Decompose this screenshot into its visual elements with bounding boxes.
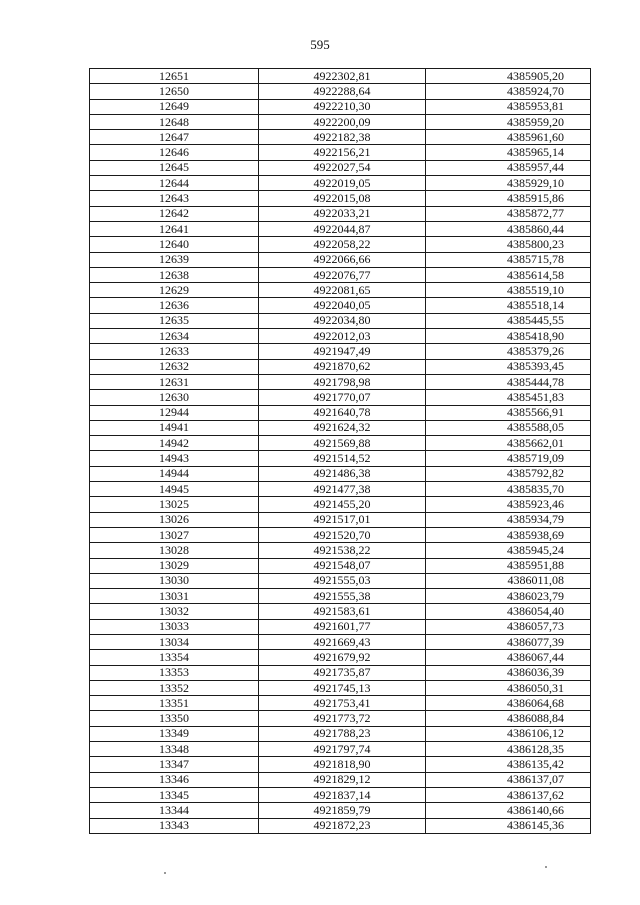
y-coordinate-cell: 4385418,90 [426, 329, 591, 344]
point-id-cell: 13032 [90, 604, 259, 619]
x-coordinate-cell: 4921798,98 [259, 374, 426, 389]
table-row [90, 589, 591, 604]
point-id-cell: 13028 [90, 543, 259, 558]
point-id-cell: 13343 [90, 818, 259, 833]
y-coordinate-cell: 4386036,39 [426, 665, 591, 680]
y-coordinate-cell: 4385792,82 [426, 466, 591, 481]
point-id-cell: 12648 [90, 114, 259, 129]
point-id-cell: 14943 [90, 451, 259, 466]
table-row [90, 619, 591, 634]
x-coordinate-cell: 4921797,74 [259, 742, 426, 757]
point-id-cell: 12650 [90, 84, 259, 99]
table-row [90, 527, 591, 542]
table-row [90, 329, 591, 344]
table-row [90, 497, 591, 512]
y-coordinate-cell: 4385379,26 [426, 344, 591, 359]
point-id-cell: 12645 [90, 160, 259, 175]
point-id-cell: 12634 [90, 329, 259, 344]
table-row [90, 114, 591, 129]
x-coordinate-cell: 4921837,14 [259, 787, 426, 802]
coordinate-table-body [90, 69, 591, 834]
table-row [90, 543, 591, 558]
table-row [90, 84, 591, 99]
point-id-cell: 12640 [90, 237, 259, 252]
y-coordinate-cell: 4385800,23 [426, 237, 591, 252]
point-id-cell: 13352 [90, 680, 259, 695]
point-id-cell: 13031 [90, 589, 259, 604]
x-coordinate-cell: 4922034,80 [259, 313, 426, 328]
table-row [90, 650, 591, 665]
x-coordinate-cell: 4921753,41 [259, 696, 426, 711]
y-coordinate-cell: 4386077,39 [426, 634, 591, 649]
point-id-cell: 12649 [90, 99, 259, 114]
point-id-cell: 14945 [90, 482, 259, 497]
scan-speck [164, 872, 166, 874]
point-id-cell: 12632 [90, 359, 259, 374]
y-coordinate-cell: 4385923,46 [426, 497, 591, 512]
point-id-cell: 12636 [90, 298, 259, 313]
y-coordinate-cell: 4386145,36 [426, 818, 591, 833]
y-coordinate-cell: 4385872,77 [426, 206, 591, 221]
point-id-cell: 13345 [90, 787, 259, 802]
x-coordinate-cell: 4921859,79 [259, 803, 426, 818]
table-row [90, 176, 591, 191]
table-row [90, 558, 591, 573]
x-coordinate-cell: 4921514,52 [259, 451, 426, 466]
y-coordinate-cell: 4385715,78 [426, 252, 591, 267]
table-row [90, 772, 591, 787]
y-coordinate-cell: 4386011,08 [426, 573, 591, 588]
table-row [90, 298, 591, 313]
table-row [90, 374, 591, 389]
table-row [90, 252, 591, 267]
y-coordinate-cell: 4385959,20 [426, 114, 591, 129]
y-coordinate-cell: 4386140,66 [426, 803, 591, 818]
point-id-cell: 12644 [90, 176, 259, 191]
table-row [90, 344, 591, 359]
coordinate-table [89, 68, 591, 834]
point-id-cell: 13030 [90, 573, 259, 588]
y-coordinate-cell: 4385929,10 [426, 176, 591, 191]
y-coordinate-cell: 4385951,88 [426, 558, 591, 573]
y-coordinate-cell: 4386135,42 [426, 757, 591, 772]
table-row [90, 99, 591, 114]
x-coordinate-cell: 4921624,32 [259, 420, 426, 435]
y-coordinate-cell: 4385934,79 [426, 512, 591, 527]
y-coordinate-cell: 4385445,55 [426, 313, 591, 328]
point-id-cell: 13348 [90, 742, 259, 757]
y-coordinate-cell: 4385518,14 [426, 298, 591, 313]
table-row [90, 313, 591, 328]
point-id-cell: 13353 [90, 665, 259, 680]
y-coordinate-cell: 4386064,68 [426, 696, 591, 711]
table-row [90, 160, 591, 175]
x-coordinate-cell: 4922015,08 [259, 191, 426, 206]
y-coordinate-cell: 4385915,86 [426, 191, 591, 206]
x-coordinate-cell: 4921555,03 [259, 573, 426, 588]
x-coordinate-cell: 4921555,38 [259, 589, 426, 604]
x-coordinate-cell: 4922288,64 [259, 84, 426, 99]
table-row [90, 436, 591, 451]
x-coordinate-cell: 4922200,09 [259, 114, 426, 129]
y-coordinate-cell: 4386050,31 [426, 680, 591, 695]
table-row [90, 130, 591, 145]
table-row [90, 206, 591, 221]
x-coordinate-cell: 4922044,87 [259, 221, 426, 236]
x-coordinate-cell: 4921773,72 [259, 711, 426, 726]
point-id-cell: 13027 [90, 527, 259, 542]
x-coordinate-cell: 4921601,77 [259, 619, 426, 634]
y-coordinate-cell: 4386067,44 [426, 650, 591, 665]
point-id-cell: 14941 [90, 420, 259, 435]
x-coordinate-cell: 4922076,77 [259, 267, 426, 282]
table-row [90, 482, 591, 497]
point-id-cell: 13025 [90, 497, 259, 512]
y-coordinate-cell: 4386088,84 [426, 711, 591, 726]
y-coordinate-cell: 4385662,01 [426, 436, 591, 451]
table-row [90, 69, 591, 84]
table-row [90, 359, 591, 374]
table-row [90, 221, 591, 236]
point-id-cell: 12642 [90, 206, 259, 221]
table-row [90, 573, 591, 588]
y-coordinate-cell: 4385924,70 [426, 84, 591, 99]
y-coordinate-cell: 4386128,35 [426, 742, 591, 757]
x-coordinate-cell: 4922012,03 [259, 329, 426, 344]
x-coordinate-cell: 4922019,05 [259, 176, 426, 191]
y-coordinate-cell: 4386023,79 [426, 589, 591, 604]
page-number: 595 [310, 37, 330, 52]
table-row [90, 665, 591, 680]
y-coordinate-cell: 4385938,69 [426, 527, 591, 542]
point-id-cell: 12651 [90, 69, 259, 84]
x-coordinate-cell: 4921679,92 [259, 650, 426, 665]
table-row [90, 267, 591, 282]
y-coordinate-cell: 4386137,62 [426, 787, 591, 802]
y-coordinate-cell: 4385566,91 [426, 405, 591, 420]
x-coordinate-cell: 4921669,43 [259, 634, 426, 649]
point-id-cell: 12944 [90, 405, 259, 420]
point-id-cell: 14942 [90, 436, 259, 451]
point-id-cell: 12631 [90, 374, 259, 389]
point-id-cell: 13350 [90, 711, 259, 726]
y-coordinate-cell: 4386054,40 [426, 604, 591, 619]
y-coordinate-cell: 4385835,70 [426, 482, 591, 497]
y-coordinate-cell: 4385945,24 [426, 543, 591, 558]
table-row [90, 742, 591, 757]
table-row [90, 787, 591, 802]
y-coordinate-cell: 4385961,60 [426, 130, 591, 145]
table-row [90, 405, 591, 420]
y-coordinate-cell: 4385444,78 [426, 374, 591, 389]
x-coordinate-cell: 4921872,23 [259, 818, 426, 833]
point-id-cell: 13354 [90, 650, 259, 665]
point-id-cell: 12647 [90, 130, 259, 145]
point-id-cell: 14944 [90, 466, 259, 481]
table-row [90, 711, 591, 726]
x-coordinate-cell: 4922066,66 [259, 252, 426, 267]
x-coordinate-cell: 4921745,13 [259, 680, 426, 695]
point-id-cell: 13034 [90, 634, 259, 649]
x-coordinate-cell: 4921818,90 [259, 757, 426, 772]
x-coordinate-cell: 4921538,22 [259, 543, 426, 558]
y-coordinate-cell: 4385860,44 [426, 221, 591, 236]
table-row [90, 634, 591, 649]
point-id-cell: 12635 [90, 313, 259, 328]
y-coordinate-cell: 4385614,58 [426, 267, 591, 282]
x-coordinate-cell: 4921517,01 [259, 512, 426, 527]
table-row [90, 726, 591, 741]
x-coordinate-cell: 4921520,70 [259, 527, 426, 542]
x-coordinate-cell: 4922302,81 [259, 69, 426, 84]
table-row [90, 451, 591, 466]
y-coordinate-cell: 4385965,14 [426, 145, 591, 160]
x-coordinate-cell: 4921735,87 [259, 665, 426, 680]
y-coordinate-cell: 4385905,20 [426, 69, 591, 84]
x-coordinate-cell: 4921947,49 [259, 344, 426, 359]
point-id-cell: 13346 [90, 772, 259, 787]
x-coordinate-cell: 4922040,05 [259, 298, 426, 313]
x-coordinate-cell: 4922156,21 [259, 145, 426, 160]
x-coordinate-cell: 4922033,21 [259, 206, 426, 221]
y-coordinate-cell: 4385519,10 [426, 283, 591, 298]
y-coordinate-cell: 4385957,44 [426, 160, 591, 175]
x-coordinate-cell: 4921486,38 [259, 466, 426, 481]
x-coordinate-cell: 4922182,38 [259, 130, 426, 145]
table-row [90, 466, 591, 481]
table-row [90, 237, 591, 252]
y-coordinate-cell: 4385393,45 [426, 359, 591, 374]
x-coordinate-cell: 4921870,62 [259, 359, 426, 374]
x-coordinate-cell: 4922210,30 [259, 99, 426, 114]
point-id-cell: 13029 [90, 558, 259, 573]
point-id-cell: 13347 [90, 757, 259, 772]
table-row [90, 390, 591, 405]
y-coordinate-cell: 4385451,83 [426, 390, 591, 405]
table-row [90, 420, 591, 435]
table-row [90, 283, 591, 298]
y-coordinate-cell: 4386137,07 [426, 772, 591, 787]
table-row [90, 145, 591, 160]
table-row [90, 680, 591, 695]
x-coordinate-cell: 4922058,22 [259, 237, 426, 252]
table-row [90, 191, 591, 206]
x-coordinate-cell: 4921548,07 [259, 558, 426, 573]
point-id-cell: 12641 [90, 221, 259, 236]
point-id-cell: 12638 [90, 267, 259, 282]
point-id-cell: 12643 [90, 191, 259, 206]
y-coordinate-cell: 4386057,73 [426, 619, 591, 634]
point-id-cell: 13349 [90, 726, 259, 741]
x-coordinate-cell: 4921477,38 [259, 482, 426, 497]
table-row [90, 604, 591, 619]
x-coordinate-cell: 4921583,61 [259, 604, 426, 619]
x-coordinate-cell: 4921569,88 [259, 436, 426, 451]
table-row [90, 757, 591, 772]
x-coordinate-cell: 4921770,07 [259, 390, 426, 405]
table-row [90, 512, 591, 527]
x-coordinate-cell: 4921455,20 [259, 497, 426, 512]
y-coordinate-cell: 4386106,12 [426, 726, 591, 741]
x-coordinate-cell: 4921640,78 [259, 405, 426, 420]
y-coordinate-cell: 4385588,05 [426, 420, 591, 435]
point-id-cell: 13351 [90, 696, 259, 711]
table-row [90, 696, 591, 711]
y-coordinate-cell: 4385719,09 [426, 451, 591, 466]
x-coordinate-cell: 4921788,23 [259, 726, 426, 741]
y-coordinate-cell: 4385953,81 [426, 99, 591, 114]
point-id-cell: 12633 [90, 344, 259, 359]
point-id-cell: 12630 [90, 390, 259, 405]
point-id-cell: 13344 [90, 803, 259, 818]
x-coordinate-cell: 4922027,54 [259, 160, 426, 175]
scan-speck [545, 866, 547, 868]
point-id-cell: 12629 [90, 283, 259, 298]
table-row [90, 803, 591, 818]
x-coordinate-cell: 4921829,12 [259, 772, 426, 787]
point-id-cell: 12646 [90, 145, 259, 160]
table-row [90, 818, 591, 833]
point-id-cell: 12639 [90, 252, 259, 267]
x-coordinate-cell: 4922081,65 [259, 283, 426, 298]
point-id-cell: 13026 [90, 512, 259, 527]
point-id-cell: 13033 [90, 619, 259, 634]
